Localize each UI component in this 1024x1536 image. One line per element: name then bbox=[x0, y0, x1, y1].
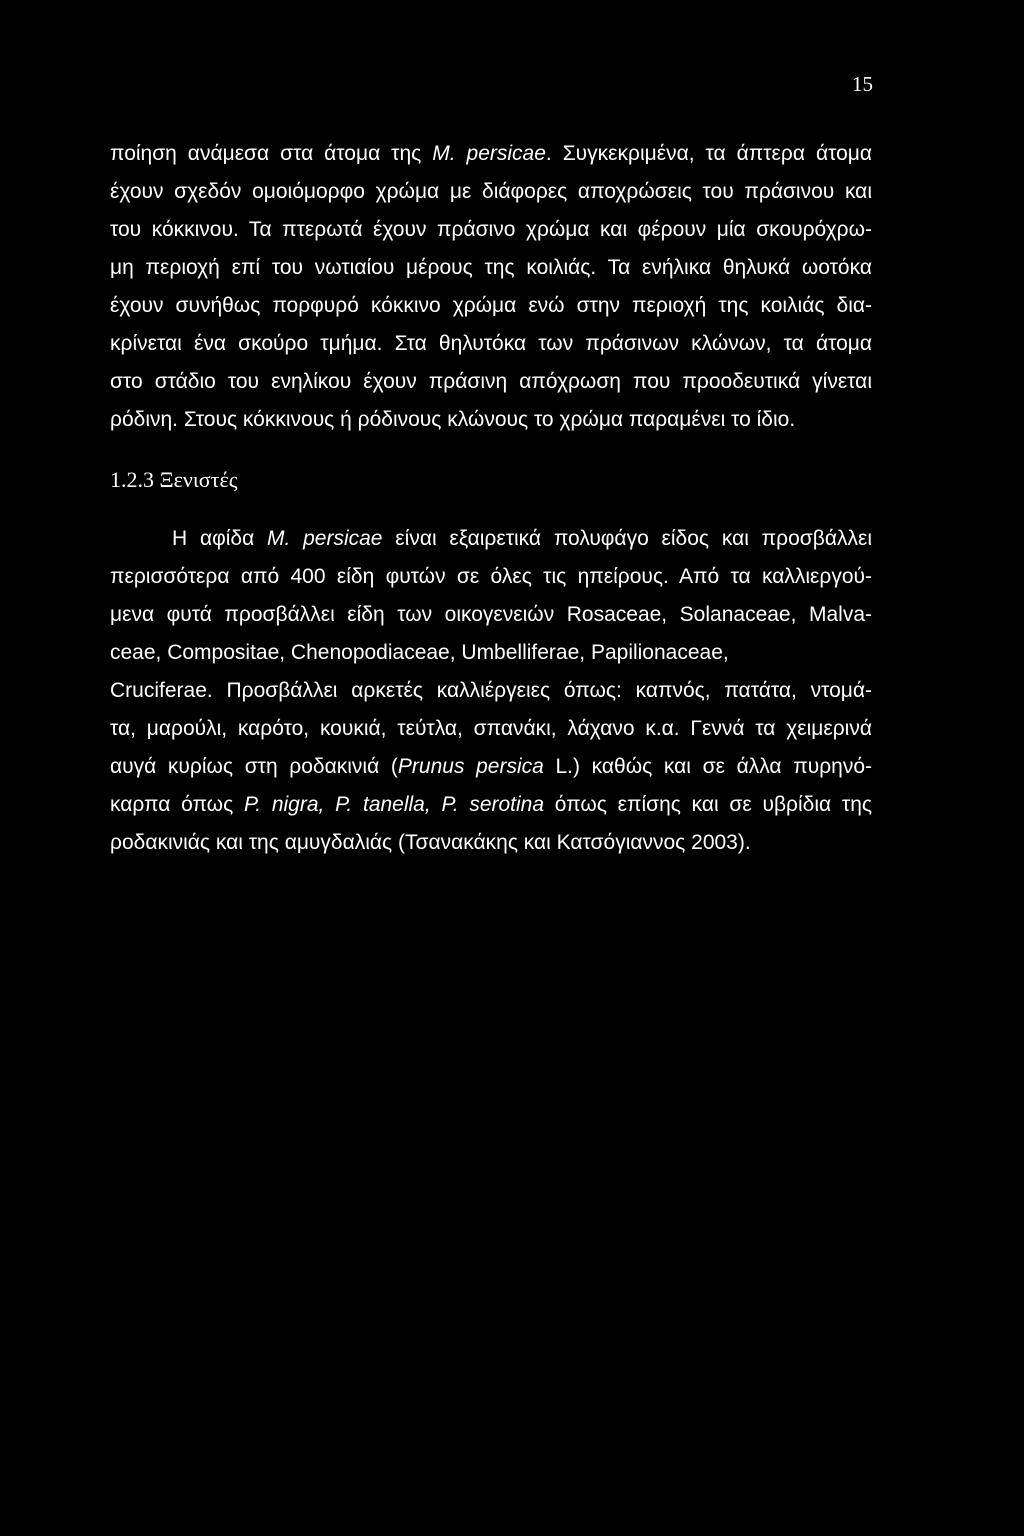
text-run: καρπα όπως bbox=[110, 793, 244, 816]
paragraph-line bbox=[110, 369, 872, 395]
paragraph-line bbox=[110, 141, 872, 167]
paragraph-line bbox=[110, 602, 872, 628]
section-number: 1.2.3 bbox=[110, 467, 154, 492]
paragraph-line bbox=[110, 564, 872, 590]
text-run: τα, μαρούλι, καρότο, κουκιά, τεύτλα, σπανάκι, λάχανο κ.α. Γεννά τα χειμερινά bbox=[110, 717, 872, 740]
species-name: M. persicae bbox=[267, 527, 383, 550]
paragraph-line bbox=[110, 293, 872, 319]
text-run: ροδακινιάς και της αμυγδαλιάς (Τσανακάκης και Κατσόγιαννος 2003). bbox=[110, 831, 751, 854]
paragraph-line bbox=[172, 526, 872, 552]
paragraph-line bbox=[110, 217, 872, 243]
species-name: Prunus persica bbox=[397, 755, 544, 778]
text-run: όπως επίσης και σε υβρίδια της bbox=[544, 793, 872, 816]
paragraph-line bbox=[110, 331, 872, 357]
text-run: Cruciferae. Προσβάλλει αρκετές καλλιέργειες όπως: καπνός, πατάτα, ντομά- bbox=[110, 679, 872, 702]
paragraph-line bbox=[110, 830, 751, 856]
text-run: είναι εξαιρετικά πολυφάγο είδος και προσβάλλει bbox=[382, 527, 872, 550]
text-run: έχουν σχεδόν ομοιόμορφο χρώμα με διάφορες αποχρώσεις του πράσινου και bbox=[110, 180, 872, 203]
species-name: P. nigra, P. tanella, P. serotina bbox=[243, 793, 545, 816]
paragraph-line bbox=[110, 179, 872, 205]
text-run: κρίνεται ένα σκούρο τμήμα. Στα θηλυτόκα των πράσινων κλώνων, τα άτομα bbox=[110, 332, 872, 355]
species-name: M. persicae bbox=[432, 142, 546, 165]
text-run: . Συγκεκριμένα, τα άπτερα άτομα bbox=[545, 142, 873, 165]
paragraph-line bbox=[110, 640, 729, 666]
paragraph-line bbox=[110, 716, 872, 742]
text-run: μενα φυτά προσβάλλει είδη των οικογενειών Rosaceae, Solanaceae, Malva- bbox=[110, 603, 872, 626]
paragraph-line bbox=[110, 255, 872, 281]
text-run: περισσότερα από 400 είδη φυτών σε όλες τις ηπείρους. Από τα καλλιεργού- bbox=[110, 565, 872, 588]
text-run: στο στάδιο του ενηλίκου έχουν πράσινη απόχρωση που προοδευτικά γίνεται bbox=[110, 370, 872, 393]
paragraph-line bbox=[110, 678, 872, 704]
text-run: ceae, Compositae, Chenopodiaceae, Umbelliferae, Papilionaceae, bbox=[110, 641, 729, 664]
text-run: ποίηση ανάμεσα στα άτομα της bbox=[110, 142, 433, 165]
paragraph-line bbox=[110, 407, 795, 433]
paragraph-line bbox=[110, 754, 872, 780]
text-run: ρόδινη. Στους κόκκινους ή ρόδινους κλώνους το χρώμα παραμένει το ίδιο. bbox=[110, 408, 796, 431]
text-run: L.) καθώς και σε άλλα πυρηνό- bbox=[543, 755, 872, 778]
text-run: αυγά κυρίως στη ροδακινιά ( bbox=[110, 755, 398, 778]
text-run: έχουν συνήθως πορφυρό κόκκινο χρώμα ενώ στην περιοχή της κοιλιάς δια- bbox=[110, 294, 872, 317]
section-title: Ξενιστές bbox=[159, 467, 238, 492]
section-heading bbox=[110, 466, 237, 494]
text-run: του κόκκινου. Τα πτερωτά έχουν πράσινο χρώμα και φέρουν μία σκουρόχρω- bbox=[110, 218, 872, 241]
page-number: 15 bbox=[852, 72, 873, 96]
text-run: Η αφίδα bbox=[172, 527, 267, 550]
paragraph-line bbox=[110, 792, 872, 818]
text-run: μη περιοχή επί του νωτιαίου μέρους της κοιλιάς. Τα ενήλικα θηλυκά ωοτόκα bbox=[110, 256, 872, 279]
